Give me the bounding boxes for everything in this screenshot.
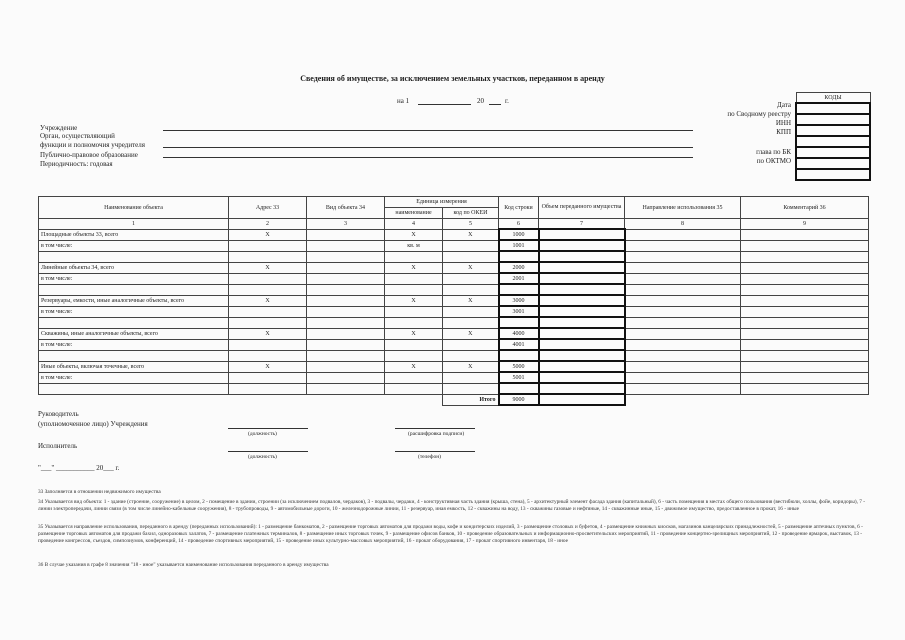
col-number: 1 [39,219,229,230]
row-unit-name [385,284,443,295]
row-purpose[interactable] [625,339,741,350]
right-label-inn: ИНН [775,119,791,127]
row-unit-code: X [443,229,499,240]
row-address: X [229,262,307,273]
row-area[interactable] [539,262,625,273]
row-type[interactable] [307,317,385,328]
header-row-code: Код строки [499,197,539,219]
row-area[interactable] [539,306,625,317]
header-unit-name: наименование [385,208,443,219]
row-code: 4001 [499,339,539,350]
total-code: 9000 [499,394,539,405]
row-name: в том числе: [39,339,229,350]
row-purpose[interactable] [625,262,741,273]
row-name: Площадные объекты 33, всего [39,229,229,240]
row-code: 2000 [499,262,539,273]
label-functions: функции и полномочия учредителя [40,141,145,149]
header-unit-code: код по ОКЕИ [443,208,499,219]
row-area[interactable] [539,273,625,284]
row-code: 2001 [499,273,539,284]
row-unit-name: X [385,328,443,339]
label-institution: Учреждение [40,124,78,132]
footnote-36: 36 В случае указания в графе 8 значения "18 - иное" указывается наименование использования переданного в аренду имущества [38,562,329,568]
sig-position2-caption: (должность) [248,454,277,460]
row-area[interactable] [539,383,625,394]
row-unit-name: X [385,361,443,372]
public-entity-line[interactable] [163,157,693,158]
row-type[interactable] [307,306,385,317]
sig-decoding-caption: (расшифровка подписи) [408,431,465,437]
row-name [39,251,229,262]
row-type[interactable] [307,339,385,350]
col-number: 9 [741,219,869,230]
row-area[interactable] [539,328,625,339]
row-address [229,240,307,251]
row-unit-name: X [385,262,443,273]
row-area[interactable] [539,295,625,306]
row-code [499,383,539,394]
row-unit-name [385,251,443,262]
row-type[interactable] [307,262,385,273]
col-number: 7 [539,219,625,230]
head-position-line[interactable] [228,428,308,429]
row-unit-name [385,350,443,361]
label-public-entity: Публично-правовое образование [40,151,138,159]
row-purpose[interactable] [625,328,741,339]
row-comment[interactable] [741,284,869,295]
row-purpose[interactable] [625,306,741,317]
row-code [499,350,539,361]
row-unit-code: X [443,295,499,306]
row-unit-code [443,383,499,394]
row-code: 4000 [499,328,539,339]
row-comment[interactable] [741,262,869,273]
row-address [229,251,307,262]
col-number: 2 [229,219,307,230]
row-type[interactable] [307,273,385,284]
row-comment[interactable] [741,383,869,394]
row-address [229,306,307,317]
table-row [39,339,869,350]
right-label-bk: глава по БК [756,148,791,156]
code-bk[interactable] [796,158,870,169]
row-unit-name: X [385,295,443,306]
date-year-suffix: г. [505,97,509,105]
row-comment[interactable] [741,306,869,317]
row-comment[interactable] [741,328,869,339]
row-code: 1000 [499,229,539,240]
row-code: 3000 [499,295,539,306]
row-address [229,372,307,383]
row-area[interactable] [539,240,625,251]
row-area[interactable] [539,339,625,350]
row-unit-code: X [443,328,499,339]
row-address [229,339,307,350]
row-comment[interactable] [741,361,869,372]
table-row [39,383,869,394]
total-label: Итого [443,394,499,405]
row-area[interactable] [539,350,625,361]
footnote-35: 35 Указывается направление использования, переданного в аренду (переданных использований): 1 - размещение банкоматов, 2 - размещение торговых автоматов для продажи воды, кофе и кондитерских изделий, 3 - размещение столовых и буфетов, 4 - размещение книжных киосков, магазинов канцелярских принадлежностей, 5 - размещение аптечных пунктов, 6 - размещение торговых автоматов для продажи бахил, одноразовых халатов, 7 - размещение платежных терминалов, 8 - размещение иных торговых точек, 9 - размещение офисов банков, 10 - проведение образовательных и информационно-просветительских мероприятий, 11 - проведение концертно-зрелищных мероприятий, 12 - проведение ярмарок, выставок, 13 - проведение конгрессов, съездов, симпозиумов, конференций, 14 - проведение спортивных мероприятий, 15 - проведение иных культурно-массовых мероприятий, 16 - прокат оборудования, 17 - прокат спортивного инвентаря, 18 - иное [38,524,863,544]
table-row [39,350,869,361]
footnote-33: 33 Заполняется в отношении недвижимого имущества [38,489,161,495]
col-number: 4 [385,219,443,230]
row-comment[interactable] [741,229,869,240]
right-label-kpp: КПП [776,128,791,136]
sig-head-label2: (уполномоченное лицо) Учреждения [38,420,148,428]
row-purpose[interactable] [625,317,741,328]
code-inn[interactable] [796,125,870,136]
table-row [39,361,869,372]
label-periodicity: Периодичность: годовая [40,160,113,168]
col-number: 8 [625,219,741,230]
row-area[interactable] [539,317,625,328]
row-unit-code [443,284,499,295]
row-purpose[interactable] [625,273,741,284]
header-type: Вид объекта 34 [307,197,385,219]
sig-phone-caption: (телефон) [418,454,442,460]
table-row [39,306,869,317]
row-code [499,317,539,328]
row-type[interactable] [307,350,385,361]
date-year-prefix: 20 [477,97,484,105]
row-area[interactable] [539,251,625,262]
table-row [39,273,869,284]
codes-table [795,92,871,181]
row-type[interactable] [307,284,385,295]
property-table [38,196,869,406]
row-type[interactable] [307,240,385,251]
sig-date: "___" ___________ 20___ г. [38,464,120,472]
right-label-oktmo: по ОКТМО [756,157,791,165]
row-area[interactable] [539,372,625,383]
total-area-cell[interactable] [539,394,625,405]
table-row [39,251,869,262]
row-address [229,350,307,361]
row-address: X [229,328,307,339]
table-row [39,262,869,273]
row-comment[interactable] [741,295,869,306]
report-title: Сведения об имуществе, за исключением земельных участков, переданном в аренду [300,74,605,83]
row-comment[interactable] [741,339,869,350]
code-oktmo[interactable] [796,169,870,180]
row-name: Иные объекты, включая точечные, всего [39,361,229,372]
table-row [39,295,869,306]
row-purpose[interactable] [625,240,741,251]
row-address: X [229,361,307,372]
table-row [39,328,869,339]
row-unit-name [385,372,443,383]
row-type[interactable] [307,383,385,394]
label-organ: Орган, осуществляющий [40,132,115,140]
sig-position-caption: (должность) [248,431,277,437]
row-type[interactable] [307,328,385,339]
codes-header: КОДЫ [796,93,870,104]
right-label-registry: по Сводному реестру [727,110,791,118]
code-registry[interactable] [796,114,870,125]
date-day-line[interactable] [418,104,471,105]
row-comment[interactable] [741,273,869,284]
row-unit-code [443,339,499,350]
row-purpose[interactable] [625,229,741,240]
row-name [39,383,229,394]
row-unit-name [385,306,443,317]
row-name: в том числе: [39,240,229,251]
row-unit-code [443,251,499,262]
executor-position-line[interactable] [228,451,308,452]
col-number: 6 [499,219,539,230]
row-address [229,317,307,328]
row-name: Линейные объекты 34, всего [39,262,229,273]
row-purpose[interactable] [625,361,741,372]
executor-phone-line[interactable] [395,451,475,452]
row-code: 5000 [499,361,539,372]
organ-line[interactable] [163,147,693,148]
row-name: в том числе: [39,273,229,284]
row-purpose[interactable] [625,284,741,295]
table-row [39,229,869,240]
row-type[interactable] [307,251,385,262]
row-comment[interactable] [741,350,869,361]
row-purpose[interactable] [625,251,741,262]
header-unit: Единица измерения [385,197,499,208]
row-unit-code [443,240,499,251]
row-name [39,350,229,361]
row-unit-name: кв. м [385,240,443,251]
table-row [39,317,869,328]
row-unit-name [385,339,443,350]
header-area: Объем переданного имущества [539,197,625,219]
row-address [229,273,307,284]
row-type[interactable] [307,372,385,383]
row-address: X [229,229,307,240]
code-kpp[interactable] [796,136,870,147]
row-name: в том числе: [39,372,229,383]
date-prefix: на 1 [397,97,410,105]
row-unit-code: X [443,262,499,273]
row-area[interactable] [539,361,625,372]
col-number: 3 [307,219,385,230]
row-purpose[interactable] [625,372,741,383]
table-row [39,372,869,383]
row-comment[interactable] [741,317,869,328]
sig-executor-label: Исполнитель [38,442,78,450]
head-decoding-line[interactable] [395,428,475,429]
row-unit-code: X [443,361,499,372]
col-number: 5 [443,219,499,230]
row-name: Резервуары, емкости, иные аналогичные объекты, всего [39,295,229,306]
institution-line[interactable] [163,130,693,131]
row-purpose[interactable] [625,383,741,394]
footnote-34: 34 Указывается вид объекта: 1 - здание (строение, сооружение) в целом, 2 - помещение в здании, строении (за исключением подвалов, чердаков), 3 - подвалы, чердаки, 4 - конструктивная часть здания (крыша, стена), 5 - архитектурный элемент фасада здания (капитальный), 6 - часть помещения в местах общего пользования (вестибюли, холлы, фойе, коридоры), 7 - линии электропередачи, линии связи (в том числе линейно-кабельные сооружения), 8 - трубопроводы, 9 - автомобильные дороги, 10 - железнодорожные линии, 11 - резервуар, иная емкость, 12 - скважины на воду, 13 - скважины газовые и нефтяные, 14 - скважинные иные, 15 - движимое имущество, предоставленное в прокат, 16 - иные [38,499,865,512]
code-date[interactable] [796,103,870,114]
sig-head-label: Руководитель [38,410,79,418]
row-purpose[interactable] [625,295,741,306]
row-purpose[interactable] [625,350,741,361]
row-unit-code [443,350,499,361]
row-unit-name [385,383,443,394]
row-unit-name [385,317,443,328]
row-code [499,251,539,262]
row-name: Скважины, иные аналогичные объекты, всего [39,328,229,339]
row-type[interactable] [307,295,385,306]
header-comment: Комментарий 36 [741,197,869,219]
row-code: 3001 [499,306,539,317]
code-blank[interactable] [796,147,870,158]
table-row [39,240,869,251]
header-purpose: Направление использования 35 [625,197,741,219]
row-code [499,284,539,295]
date-year-line[interactable] [489,104,501,105]
row-unit-code [443,306,499,317]
table-row [39,284,869,295]
row-area[interactable] [539,284,625,295]
header-name: Наименование объекта [39,197,229,219]
row-comment[interactable] [741,372,869,383]
row-comment[interactable] [741,251,869,262]
row-comment[interactable] [741,240,869,251]
row-type[interactable] [307,361,385,372]
row-unit-code [443,273,499,284]
row-name [39,317,229,328]
row-address [229,383,307,394]
row-unit-name: X [385,229,443,240]
row-name: в том числе: [39,306,229,317]
row-code: 1001 [499,240,539,251]
right-label-date: Дата [777,101,791,109]
row-area[interactable] [539,229,625,240]
row-code: 5001 [499,372,539,383]
row-unit-code [443,372,499,383]
header-address: Адрес 33 [229,197,307,219]
row-name [39,284,229,295]
row-address [229,284,307,295]
row-type[interactable] [307,229,385,240]
row-address: X [229,295,307,306]
row-unit-name [385,273,443,284]
row-unit-code [443,317,499,328]
